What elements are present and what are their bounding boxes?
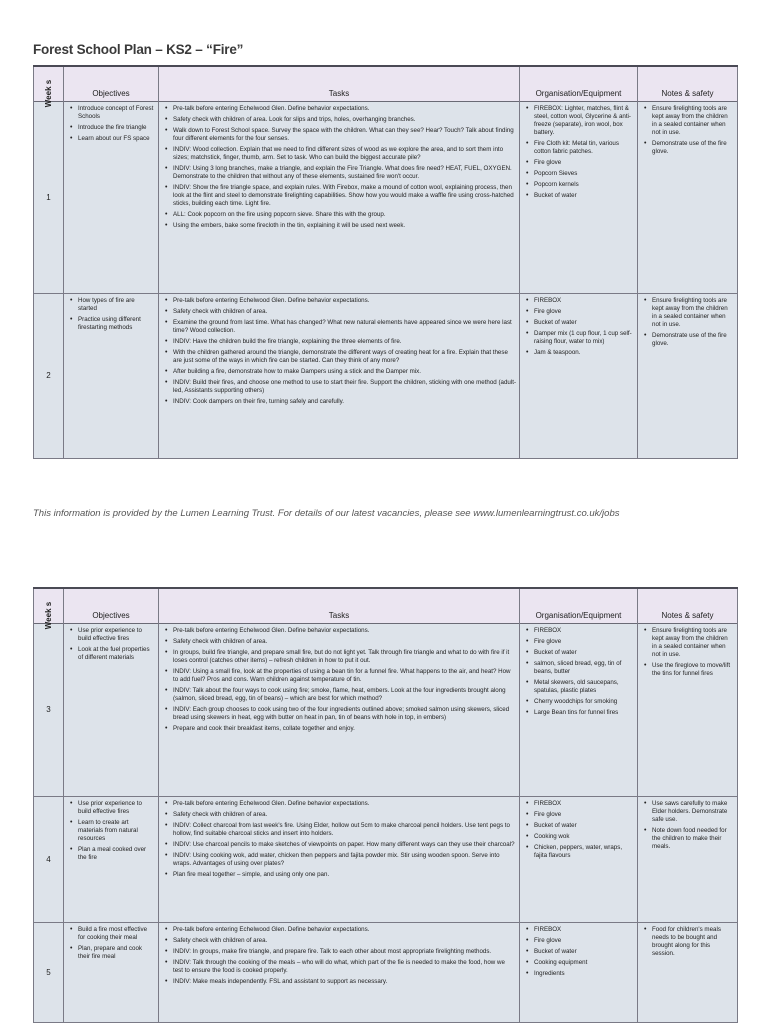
equipment-cell bbox=[520, 102, 638, 294]
list-item: • Jam & teaspoon. bbox=[534, 349, 634, 357]
list-item: • FIREBOX bbox=[534, 297, 634, 305]
table-row bbox=[34, 923, 738, 1023]
list-item: • Using the embers, bake some firecloth in the tin, explaining it will be used next week. bbox=[173, 222, 516, 230]
list-item: • How types of fire are started bbox=[78, 297, 155, 313]
list-item: • Pre-talk before entering Echelwood Glen. Define behavior expectations. bbox=[173, 627, 516, 635]
page-title: Forest School Plan – KS2 – “Fire” bbox=[33, 42, 244, 57]
list-item: • Fire glove bbox=[534, 159, 634, 167]
list-item: • Ensure firelighting tools are kept away from the children in a sealed container when not in use. bbox=[652, 297, 734, 329]
list-item: • FIREBOX bbox=[534, 627, 634, 635]
table-row bbox=[34, 294, 738, 459]
tasks-cell bbox=[159, 624, 520, 797]
list-item: • Damper mix (1 cup flour, 1 cup self-raising flour, water to mix) bbox=[534, 330, 634, 346]
list-item: • Food for children's meals needs to be bought and brought along for this session. bbox=[652, 926, 734, 958]
list-item: • Learn about our FS space bbox=[78, 135, 155, 143]
list-item: • Use prior experience to build effective fires bbox=[78, 800, 155, 816]
tasks-cell bbox=[159, 102, 520, 294]
tasks-cell bbox=[159, 294, 520, 459]
list-item: • Chicken, peppers, water, wraps, fajita flavours bbox=[534, 844, 634, 860]
list-item: • FIREBOX bbox=[534, 926, 634, 934]
list-item: • Plan fire meal together – simple, and using only one pan. bbox=[173, 871, 516, 879]
list-item: • INDIV: Talk about the four ways to cook using fire; smoke, flame, heat, embers. Look at the four ingredients brought along (salmon, sliced bread, egg, tin of beans) – which are best for which method? bbox=[173, 687, 516, 703]
week-number: 3 bbox=[34, 624, 64, 797]
list-item: • FIREBOX: Lighter, matches, flint & steel, cotton wool, Glycerine & anti-freeze (separate), iron wool, box battery. bbox=[534, 105, 634, 137]
list-item: • INDIV: Collect charcoal from last week's fire. Using Elder, hollow out 5cm to make charcoal pencil holders. Use tent pegs to hollow, find suitable charcoal sticks and insert into holders. bbox=[173, 822, 516, 838]
list-item: • Cooking wok bbox=[534, 833, 634, 841]
list-item: • Fire glove bbox=[534, 638, 634, 646]
table-row bbox=[34, 797, 738, 923]
list-item: • Demonstrate use of the fire glove. bbox=[652, 140, 734, 156]
tasks-cell bbox=[159, 797, 520, 923]
list-item: • Cherry woodchips for smoking bbox=[534, 698, 634, 706]
notes-cell bbox=[638, 102, 738, 294]
notes-cell bbox=[638, 923, 738, 1023]
week-number: 2 bbox=[34, 294, 64, 459]
list-item: • Pre-talk before entering Echelwood Glen. Define behavior expectations. bbox=[173, 297, 516, 305]
list-item: • Plan a meal cooked over the fire bbox=[78, 846, 155, 862]
list-item: • Demonstrate use of the fire glove. bbox=[652, 332, 734, 348]
list-item: • Pre-talk before entering Echelwood Glen. Define behavior expectations. bbox=[173, 800, 516, 808]
objectives-header: Objectives bbox=[64, 588, 159, 624]
list-item: • Build a fire most effective for cooking their meal bbox=[78, 926, 155, 942]
plan-table-1 bbox=[33, 65, 738, 459]
organisation-header: Organisation/Equipment bbox=[520, 588, 638, 624]
list-item: • INDIV: Show the fire triangle space, and explain rules. With Firebox, make a mound of cotton wool, explaining process, then look at the flint and steel to demonstrate firelighting capabilities. Show how you would make a waffle fire using cross-hatched sticks, building each time. Light fire. bbox=[173, 184, 516, 208]
notes-cell bbox=[638, 624, 738, 797]
list-item: • Practice using different firestarting methods bbox=[78, 316, 155, 332]
list-item: • Popcorn kernels bbox=[534, 181, 634, 189]
list-item: • Large Bean tins for funnel fires bbox=[534, 709, 634, 717]
organisation-header: Organisation/Equipment bbox=[520, 66, 638, 102]
week-header: Week s bbox=[34, 66, 64, 102]
notes-cell bbox=[638, 294, 738, 459]
list-item: • Use prior experience to build effective fires bbox=[78, 627, 155, 643]
week-header: Week s bbox=[34, 588, 64, 624]
notes-header: Notes & safety bbox=[638, 66, 738, 102]
week-number: 1 bbox=[34, 102, 64, 294]
list-item: • With the children gathered around the triangle, demonstrate the different ways of creating heat for a fire. Explain that these are just some of the ways in which fire can be started. Can they think of any more? bbox=[173, 349, 516, 365]
list-item: • INDIV: Using 3 long branches, make a triangle, and explain the Fire Triangle. What does fire need? HEAT, FUEL, OXYGEN. Demonstrate to the children that without any of these elements, sustained fire won't occur. bbox=[173, 165, 516, 181]
list-item: • Fire glove bbox=[534, 308, 634, 316]
list-item: • Ingredients bbox=[534, 970, 634, 978]
list-item: • In groups, build fire triangle, and prepare small fire, but do not light yet. Talk through fire triangle and what to do with fire if it loses control (catches other items) – refresh children in how to put it out. bbox=[173, 649, 516, 665]
list-item: • Bucket of water bbox=[534, 319, 634, 327]
list-item: • Metal skewers, old saucepans, spatulas, plastic plates bbox=[534, 679, 634, 695]
list-item: • Plan, prepare and cook their fire meal bbox=[78, 945, 155, 961]
list-item: • Fire glove bbox=[534, 811, 634, 819]
list-item: • Bucket of water bbox=[534, 192, 634, 200]
list-item: • Examine the ground from last time. What has changed? What new natural elements have appeared since we were here last time? Wood collection. bbox=[173, 319, 516, 335]
tasks-header: Tasks bbox=[159, 66, 520, 102]
list-item: • INDIV: Talk through the cooking of the meals – who will do what, which part of the fie is needed to make the food, how we test to ensure the food is cooked properly. bbox=[173, 959, 516, 975]
list-item: • Bucket of water bbox=[534, 948, 634, 956]
list-item: • Pre-talk before entering Echelwood Glen. Define behavior expectations. bbox=[173, 105, 516, 113]
list-item: • Ensure firelighting tools are kept away from the children in a sealed container when not in use. bbox=[652, 627, 734, 659]
list-item: • INDIV: Make meals independently. FSL and assistant to support as necessary. bbox=[173, 978, 516, 986]
list-item: • INDIV: Using a small fire, look at the properties of using a bean tin for a funnel fire. What happens to the air, and heat? How to add fuel? Pros and cons. Warn children against temperature of tin. bbox=[173, 668, 516, 684]
tasks-header: Tasks bbox=[159, 588, 520, 624]
objectives-cell bbox=[64, 923, 159, 1023]
list-item: • Safety check with children of area. Look for slips and trips, holes, overhanging branches. bbox=[173, 116, 516, 124]
list-item: • INDIV: In groups, make fire triangle, and prepare fire. Talk to each other about most appropriate firelighting methods. bbox=[173, 948, 516, 956]
week-number: 5 bbox=[34, 923, 64, 1023]
list-item: • Safety check with children of area. bbox=[173, 811, 516, 819]
list-item: • INDIV: Have the children build the fire triangle, explaining the three elements of fire. bbox=[173, 338, 516, 346]
table-row bbox=[34, 624, 738, 797]
plan-table-2 bbox=[33, 587, 738, 1023]
list-item: • Fire glove bbox=[534, 937, 634, 945]
week-number: 4 bbox=[34, 797, 64, 923]
list-item: • Cooking equipment bbox=[534, 959, 634, 967]
list-item: • salmon, sliced bread, egg, tin of beans, butter bbox=[534, 660, 634, 676]
list-item: • Bucket of water bbox=[534, 649, 634, 657]
list-item: • Ensure firelighting tools are kept away from the children in a sealed container when not in use. bbox=[652, 105, 734, 137]
list-item: • Use the fireglove to move/lift the tins for funnel fires bbox=[652, 662, 734, 678]
list-item: • Safety check with children of area. bbox=[173, 638, 516, 646]
list-item: • Introduce concept of Forest Schools bbox=[78, 105, 155, 121]
list-item: • Look at the fuel properties of different materials bbox=[78, 646, 155, 662]
objectives-cell bbox=[64, 102, 159, 294]
list-item: • Prepare and cook their breakfast items, collate together and enjoy. bbox=[173, 725, 516, 733]
list-item: • Use saws carefully to make Elder holders. Demonstrate safe use. bbox=[652, 800, 734, 824]
list-item: • Fire Cloth kit: Metal tin, various cotton fabric patches. bbox=[534, 140, 634, 156]
tasks-cell bbox=[159, 923, 520, 1023]
list-item: • INDIV: Build their fires, and choose one method to use to start their fire. Support the children, sticking with one method (adult-led, Assistants supporting others) bbox=[173, 379, 516, 395]
objectives-cell bbox=[64, 624, 159, 797]
list-item: • ALL: Cook popcorn on the fire using popcorn sieve. Share this with the group. bbox=[173, 211, 516, 219]
equipment-cell bbox=[520, 294, 638, 459]
list-item: • Safety check with children of area. bbox=[173, 937, 516, 945]
equipment-cell bbox=[520, 624, 638, 797]
list-item: • INDIV: Each group chooses to cook using two of the four ingredients outlined above; smoked salmon using skewers, sliced bread using skewers in heat, egg with butter on heat in pan, tin of beans with hole in top, in embers) bbox=[173, 706, 516, 722]
objectives-cell bbox=[64, 797, 159, 923]
table-row bbox=[34, 102, 738, 294]
list-item: • INDIV: Using cooking wok, add water, chicken then peppers and fajita powder mix. Stir using wooden spoon. Serve into wraps. Advantages of using over plates? bbox=[173, 852, 516, 868]
list-item: • Bucket of water bbox=[534, 822, 634, 830]
list-item: • Introduce the fire triangle bbox=[78, 124, 155, 132]
list-item: • Popcorn Sieves bbox=[534, 170, 634, 178]
list-item: • Safety check with children of area. bbox=[173, 308, 516, 316]
list-item: • INDIV: Cook dampers on their fire, turning safely and carefully. bbox=[173, 398, 516, 406]
list-item: • INDIV: Wood collection. Explain that we need to find different sizes of wood as we explore the area, and to sort them into sizes; matchstick, finger, thumb, arm. Set to task. Who can build the biggest accurate pile? bbox=[173, 146, 516, 162]
notes-header: Notes & safety bbox=[638, 588, 738, 624]
footer-note: This information is provided by the Lumen Learning Trust. For details of our latest vacancies, please see www.lumenlearningtrust.co.uk/jobs bbox=[33, 508, 620, 519]
list-item: • Learn to create art materials from natural resources bbox=[78, 819, 155, 843]
list-item: • Note down food needed for the children to make their meals. bbox=[652, 827, 734, 851]
objectives-cell bbox=[64, 294, 159, 459]
list-item: • Pre-talk before entering Echelwood Glen. Define behavior expectations. bbox=[173, 926, 516, 934]
equipment-cell bbox=[520, 797, 638, 923]
list-item: • Walk down to Forest School space. Survey the space with the children. What can they see? Hear? Touch? Talk about finding four different elements for the four senses. bbox=[173, 127, 516, 143]
equipment-cell bbox=[520, 923, 638, 1023]
list-item: • After building a fire, demonstrate how to make Dampers using a stick and the Damper mix. bbox=[173, 368, 516, 376]
notes-cell bbox=[638, 797, 738, 923]
list-item: • FIREBOX bbox=[534, 800, 634, 808]
objectives-header: Objectives bbox=[64, 66, 159, 102]
list-item: • INDIV: Use charcoal pencils to make sketches of viewpoints on paper. How many different ways can they use their charcoal? bbox=[173, 841, 516, 849]
